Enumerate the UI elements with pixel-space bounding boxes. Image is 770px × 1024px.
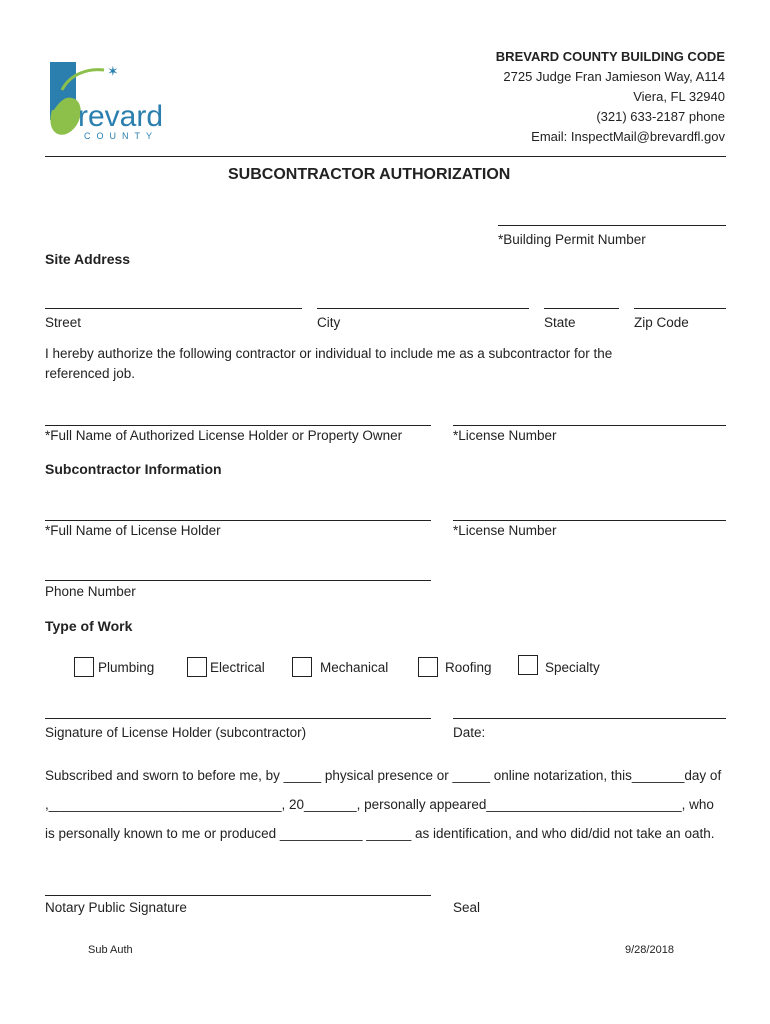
date-field[interactable] (453, 718, 726, 719)
authorize-text-2: referenced job. (45, 366, 136, 381)
permit-number-label: *Building Permit Number (498, 232, 646, 247)
address-line-2: Viera, FL 32940 (633, 89, 725, 104)
type-of-work-heading: Type of Work (45, 618, 133, 634)
footer-form-id: Sub Auth (88, 944, 133, 956)
form-title: SUBCONTRACTOR AUTHORIZATION (228, 166, 511, 183)
notary-signature-label: Notary Public Signature (45, 900, 187, 915)
phone-number-field[interactable] (45, 580, 431, 581)
signature-label: Signature of License Holder (subcontractor) (45, 725, 307, 740)
logo-text: revard (78, 100, 164, 133)
date-label: Date: (453, 725, 486, 740)
auth-license-label: *License Number (453, 428, 557, 443)
footer-date: 9/28/2018 (625, 944, 674, 956)
sub-license-label: *License Number (453, 523, 557, 538)
zip-field[interactable] (634, 308, 726, 309)
specialty-label: Specialty (545, 660, 600, 675)
sub-name-label: *Full Name of License Holder (45, 523, 221, 538)
electrical-label: Electrical (210, 660, 265, 675)
plumbing-label: Plumbing (98, 660, 155, 675)
email-text: Email: InspectMail@brevardfl.gov (531, 129, 725, 144)
address-line-1: 2725 Judge Fran Jamieson Way, A114 (503, 69, 725, 84)
logo-graphic (44, 60, 186, 142)
city-field[interactable] (317, 308, 529, 309)
org-title: BREVARD COUNTY BUILDING CODE (495, 49, 725, 64)
phone-text: (321) 633-2187 phone (596, 109, 725, 124)
sub-name-field[interactable] (45, 520, 431, 521)
electrical-checkbox[interactable] (187, 657, 207, 677)
street-field[interactable] (45, 308, 302, 309)
authorize-text-1: I hereby authorize the following contractor or individual to include me as a subcontractor for the (45, 346, 613, 361)
state-label: State (544, 315, 576, 330)
specialty-checkbox[interactable] (518, 655, 538, 675)
permit-number-field[interactable] (498, 225, 726, 226)
state-field[interactable] (544, 308, 619, 309)
auth-name-field[interactable] (45, 425, 431, 426)
roofing-label: Roofing (445, 660, 492, 675)
zip-label: Zip Code (634, 315, 689, 330)
street-label: Street (45, 315, 82, 330)
notary-text-1: Subscribed and sworn to before me, by _____ physical presence or _____ online notarization, this_______day of (45, 768, 722, 783)
brevard-county-logo (44, 60, 186, 142)
sub-license-field[interactable] (453, 520, 726, 521)
notary-text-2: ,_______________________________, 20_______, personally appeared__________________________, who (45, 797, 714, 812)
seal-label: Seal (453, 900, 481, 915)
phone-number-label: Phone Number (45, 584, 136, 599)
plumbing-checkbox[interactable] (74, 657, 94, 677)
auth-name-label: *Full Name of Authorized License Holder or Property Owner (45, 428, 403, 443)
mechanical-checkbox[interactable] (292, 657, 312, 677)
site-address-heading: Site Address (45, 251, 131, 267)
notary-signature-field[interactable] (45, 895, 431, 896)
subcontractor-info-heading: Subcontractor Information (45, 461, 222, 477)
city-label: City (317, 315, 341, 330)
svg-text:✶: ✶ (107, 64, 119, 80)
notary-text-3: is personally known to me or produced ___________ ______ as identification, and who did/did not take an oath. (45, 826, 715, 841)
header-divider (45, 156, 726, 157)
signature-field[interactable] (45, 718, 431, 719)
auth-license-field[interactable] (453, 425, 726, 426)
mechanical-label: Mechanical (320, 660, 389, 675)
logo-subtext: COUNTY (84, 131, 158, 141)
roofing-checkbox[interactable] (418, 657, 438, 677)
